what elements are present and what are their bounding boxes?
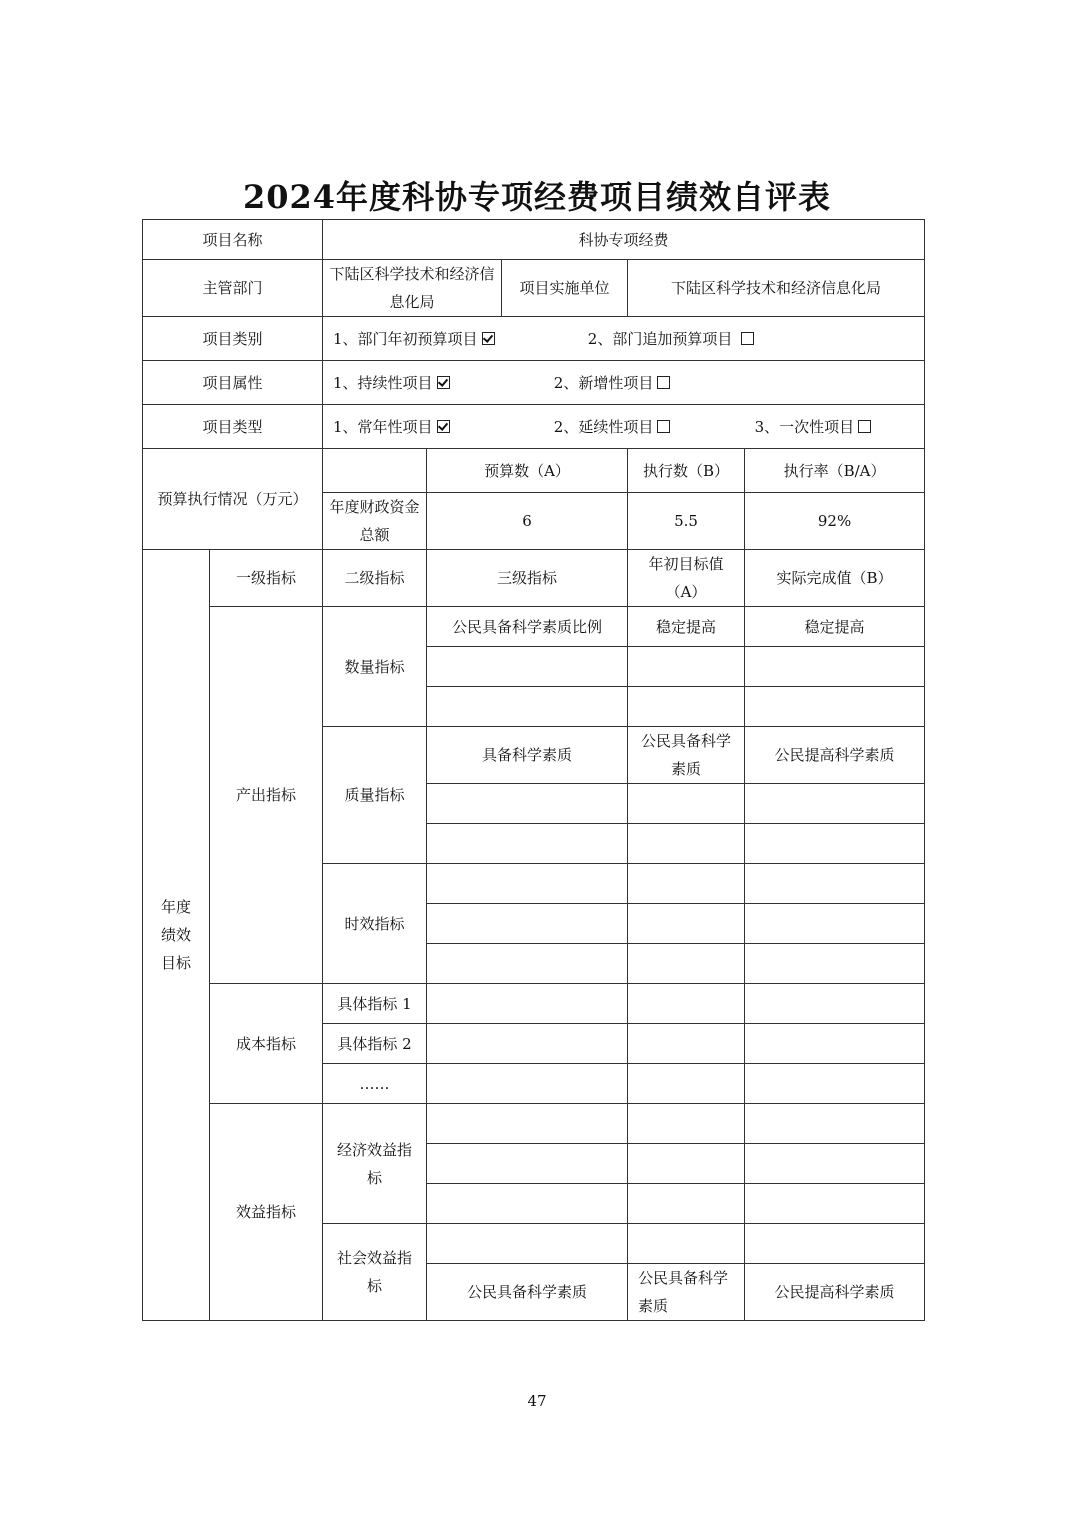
quality-level3: 具备科学素质 — [427, 727, 628, 784]
cost-item-more: …… — [323, 1064, 427, 1104]
type-options — [323, 405, 925, 449]
attribute-options — [323, 361, 925, 405]
category-option-1: 1、部门年初预算项目 — [333, 325, 583, 353]
department-label: 主管部门 — [143, 260, 323, 317]
social-target: 公民具备科学素质 — [628, 1264, 745, 1321]
quality-actual: 公民提高科学素质 — [745, 727, 925, 784]
budget-value-rate: 92% — [745, 493, 925, 550]
page-number: 47 — [527, 1392, 547, 1410]
budget-value-b: 5.5 — [628, 493, 745, 550]
budget-col-a: 预算数（A） — [427, 449, 628, 493]
category-option-2: 2、部门追加预算项目 — [588, 325, 754, 353]
unchecked-box-icon — [741, 332, 754, 345]
budget-row-label: 年度财政资金总额 — [323, 493, 427, 550]
social-level3: 公民具备科学素质 — [427, 1264, 628, 1321]
project-name-label: 项目名称 — [143, 220, 323, 260]
header-level3: 三级指标 — [427, 550, 628, 607]
quantity-actual: 稳定提高 — [745, 607, 925, 647]
annual-goal-label: 年度绩效目标 — [143, 550, 210, 1321]
type-option-1: 1、常年性项目 — [333, 413, 549, 441]
type-option-3: 3、一次性项目 — [755, 413, 872, 441]
quantity-target: 稳定提高 — [628, 607, 745, 647]
budget-label: 预算执行情况（万元） — [143, 449, 323, 550]
unit-value: 下陆区科学技术和经济信息化局 — [628, 260, 925, 317]
quantity-indicator-label: 数量指标 — [323, 607, 427, 727]
header-actual: 实际完成值（B） — [745, 550, 925, 607]
attribute-option-2: 2、新增性项目 — [554, 369, 671, 397]
evaluation-table — [142, 219, 925, 1321]
unchecked-box-icon — [858, 420, 871, 433]
attribute-label: 项目属性 — [143, 361, 323, 405]
type-label: 项目类型 — [143, 405, 323, 449]
checked-box-icon — [437, 376, 450, 389]
page-title: 2024年度科协专项经费项目绩效自评表 — [242, 178, 832, 216]
benefit-indicator-label: 效益指标 — [210, 1104, 323, 1321]
checked-box-icon — [482, 332, 495, 345]
category-options — [323, 317, 925, 361]
quality-indicator-label: 质量指标 — [323, 727, 427, 864]
output-indicator-label: 产出指标 — [210, 607, 323, 984]
type-option-2: 2、延续性项目 — [554, 413, 750, 441]
unchecked-box-icon — [657, 420, 670, 433]
budget-col-rate: 执行率（B/A） — [745, 449, 925, 493]
category-label: 项目类别 — [143, 317, 323, 361]
header-level2: 二级指标 — [323, 550, 427, 607]
cost-item-1: 具体指标 1 — [323, 984, 427, 1024]
economic-benefit-label: 经济效益指标 — [323, 1104, 427, 1224]
department-value: 下陆区科学技术和经济信息化局 — [323, 260, 502, 317]
budget-value-a: 6 — [427, 493, 628, 550]
budget-blank — [323, 449, 427, 493]
quality-target: 公民具备科学素质 — [628, 727, 745, 784]
unit-label: 项目实施单位 — [502, 260, 628, 317]
header-target: 年初目标值（A） — [628, 550, 745, 607]
timeliness-indicator-label: 时效指标 — [323, 864, 427, 984]
cost-indicator-label: 成本指标 — [210, 984, 323, 1104]
unchecked-box-icon — [657, 376, 670, 389]
budget-col-b: 执行数（B） — [628, 449, 745, 493]
project-name-value: 科协专项经费 — [323, 220, 925, 260]
attribute-option-1: 1、持续性项目 — [333, 369, 549, 397]
cost-item-2: 具体指标 2 — [323, 1024, 427, 1064]
social-benefit-label: 社会效益指标 — [323, 1224, 427, 1321]
checked-box-icon — [437, 420, 450, 433]
header-level1: 一级指标 — [210, 550, 323, 607]
quantity-level3: 公民具备科学素质比例 — [427, 607, 628, 647]
social-actual: 公民提高科学素质 — [745, 1264, 925, 1321]
